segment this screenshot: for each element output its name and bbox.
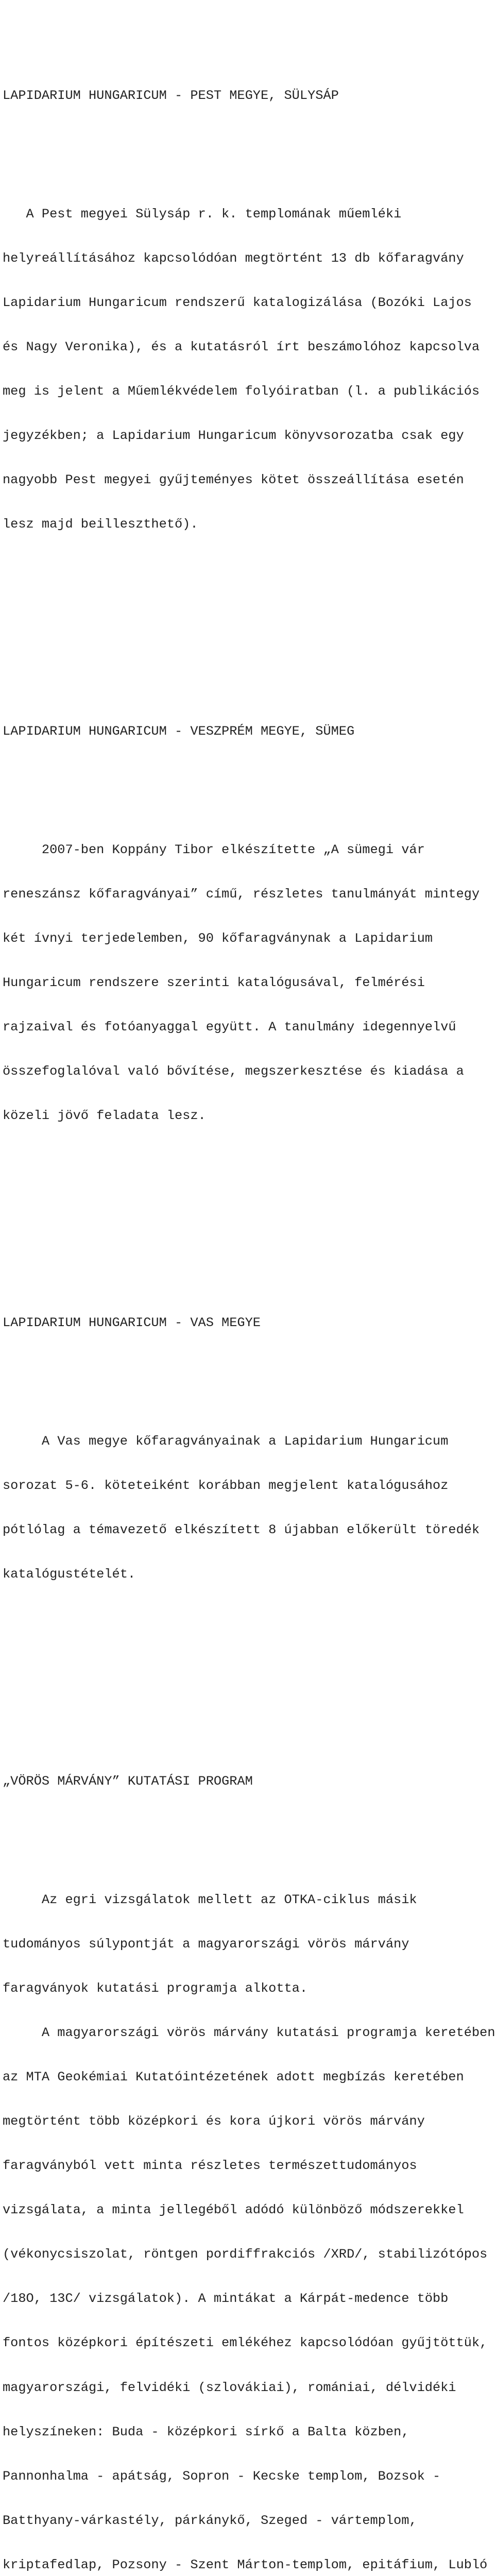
text-line: A Pest megyei Sülysáp r. k. templomának műemléki bbox=[3, 206, 402, 222]
text-line: pótlólag a témavezető elkészített 8 újabban előkerült töredék bbox=[3, 1522, 480, 1538]
spacer bbox=[3, 133, 494, 148]
text-line: helyreállításához kapcsolódóan megtörtént 13 db kőfaragvány bbox=[3, 250, 464, 266]
text-line: helyszíneken: Buda - középkori sírkő a Balta közben, bbox=[3, 2424, 409, 2439]
section-heading: „VÖRÖS MÁRVÁNY” KUTATÁSI PROGRAM bbox=[3, 1773, 253, 1789]
section-pest-megye bbox=[3, 59, 494, 636]
spacer bbox=[3, 1360, 494, 1375]
text-line: az MTA Geokémiai Kutatóintézetének adott megbízás keretében bbox=[3, 2069, 464, 2084]
section-vas-megye bbox=[3, 1286, 494, 1686]
text-line: faragványok kutatási programja alkotta. bbox=[3, 1980, 308, 1996]
text-line: 2007-ben Koppány Tibor elkészítette „A sümegi vár bbox=[3, 842, 425, 857]
text-line: nagyobb Pest megyei gyűjteményes kötet összeállítása esetén bbox=[3, 472, 464, 488]
section-heading: LAPIDARIUM HUNGARICUM - VESZPRÉM MEGYE, SÜMEG bbox=[3, 724, 355, 739]
text-line: kriptafedlap, Pozsony - Szent Márton-templom, epitáfium, Lubló bbox=[3, 2557, 488, 2572]
section-veszprem-megye bbox=[3, 695, 494, 1227]
text-line: Batthyany-várkastély, párkánykő, Szeged - vártemplom, bbox=[3, 2513, 417, 2528]
text-line: A magyarországi vörös márvány kutatási programja keretében bbox=[3, 2025, 495, 2040]
text-line: lesz majd beilleszthető). bbox=[3, 517, 198, 532]
text-line: reneszánsz kőfaragványai” című, részletes tanulmányát mintegy bbox=[3, 886, 480, 902]
text-line: összefoglalóval való bővítése, megszerkesztése és kiadása a bbox=[3, 1064, 464, 1079]
text-line: megtörtént több középkori és kora újkori vörös márvány bbox=[3, 2114, 425, 2129]
text-line: két ívnyi terjedelemben, 90 kőfaragványnak a Lapidarium bbox=[3, 931, 433, 946]
spacer bbox=[3, 1819, 494, 1834]
section-voros-marvany bbox=[3, 1745, 494, 2576]
text-line: tudományos súlypontját a magyarországi vörös márvány bbox=[3, 1936, 409, 1952]
text-line: meg is jelent a Műemlékvédelem folyóiratban (l. a publikációs bbox=[3, 384, 480, 399]
text-line: faragványból vett minta részletes természettudományos bbox=[3, 2158, 417, 2174]
text-line: katalógustételét. bbox=[3, 1567, 136, 1582]
text-line: /18O, 13C/ vizsgálatok). A mintákat a Kárpát-medence több bbox=[3, 2291, 449, 2307]
section-paragraph bbox=[3, 1863, 494, 2576]
text-line: közeli jövő feladata lesz. bbox=[3, 1108, 206, 1124]
spacer bbox=[3, 1183, 494, 1198]
text-line: magyarországi, felvidéki (szlovákiai), romániai, délvidéki bbox=[3, 2380, 456, 2395]
text-line: és Nagy Veronika), és a kutatásról írt beszámolóhoz kapcsolva bbox=[3, 340, 480, 355]
text-line: jegyzékben; a Lapidarium Hungaricum könyvsorozatba csak egy bbox=[3, 428, 464, 444]
spacer bbox=[3, 591, 494, 606]
text-line: vizsgálata, a minta jellegéből adódó különböző módszerekkel bbox=[3, 2202, 464, 2218]
spacer bbox=[3, 1641, 494, 1656]
section-heading: LAPIDARIUM HUNGARICUM - PEST MEGYE, SÜLYSÁP bbox=[3, 88, 339, 104]
spacer bbox=[3, 769, 494, 784]
text-line: A Vas megye kőfaragványainak a Lapidarium Hungaricum bbox=[3, 1433, 449, 1449]
text-line: rajzaival és fotóanyaggal együtt. A tanulmány idegennyelvű bbox=[3, 1020, 456, 1035]
text-line: (vékonycsiszolat, röntgen pordiffrakciós /XRD/, stabilizótópos bbox=[3, 2247, 488, 2262]
text-line: sorozat 5-6. köteteiként korábban megjelent katalógusához bbox=[3, 1478, 449, 1493]
section-paragraph bbox=[3, 813, 494, 1153]
text-line: Pannonhalma - apátság, Sopron - Kecske templom, Bozsok - bbox=[3, 2468, 441, 2484]
text-line: Hungaricum rendszere szerinti katalógusával, felmérési bbox=[3, 975, 425, 991]
section-paragraph bbox=[3, 177, 494, 562]
document-page bbox=[3, 0, 494, 2576]
text-line: Lapidarium Hungaricum rendszerű katalogizálása (Bozóki Lajos bbox=[3, 295, 472, 310]
text-line: Az egri vizsgálatok mellett az OTKA-ciklus másik bbox=[3, 1892, 417, 1907]
text-line: fontos középkori építészeti emlékéhez kapcsolódóan gyűjtöttük, bbox=[3, 2335, 488, 2351]
section-heading: LAPIDARIUM HUNGARICUM - VAS MEGYE bbox=[3, 1315, 261, 1331]
section-paragraph bbox=[3, 1404, 494, 1612]
